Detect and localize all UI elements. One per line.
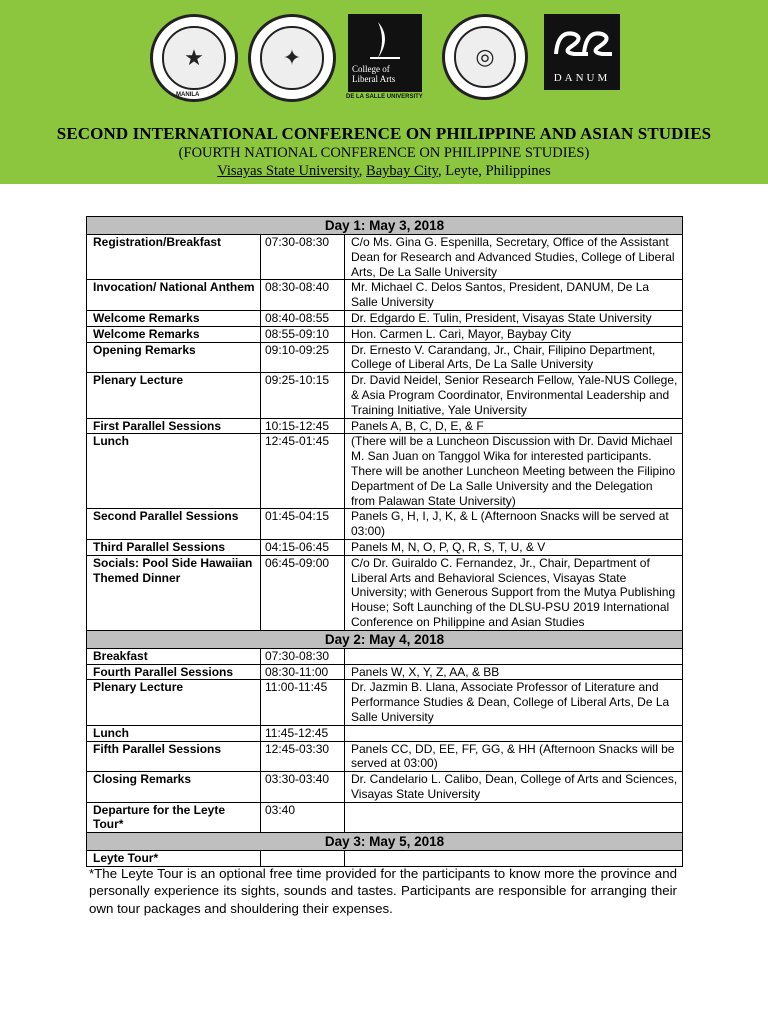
cas-seal-icon: ◎ <box>442 14 528 100</box>
cla-logo-caption: DE LA SALLE UNIVERSITY <box>346 94 423 100</box>
table-row: Lunch 11:45-12:45 <box>87 725 683 741</box>
table-row: Departure for the Leyte Tour* 03:40 <box>87 802 683 833</box>
location-rest: , Leyte, Philippines <box>438 163 551 179</box>
table-row: Closing Remarks 03:30-03:40 Dr. Candelario L. Calibo, Dean, College of Arts and Sciences, Visayas State University <box>87 772 683 803</box>
table-row: Plenary Lecture 11:00-11:45 Dr. Jazmin B. Llana, Associate Professor of Literature and Performance Studies & Dean, College of Liberal Arts, De La Salle University <box>87 680 683 725</box>
table-row: Welcome Remarks 08:40-08:55 Dr. Edgardo E. Tulin, President, Visayas State University <box>87 310 683 326</box>
danum-wave-icon <box>544 14 620 70</box>
location-city: Baybay City <box>366 163 438 179</box>
day-header-1: Day 1: May 3, 2018 <box>87 217 683 235</box>
cla-sail-icon <box>348 14 422 64</box>
table-row: Second Parallel Sessions 01:45-04:15 Panels G, H, I, J, K, & L (Afternoon Snacks will be served at 03:00) <box>87 509 683 540</box>
table-row: Registration/Breakfast 07:30-08:30 C/o Ms. Gina G. Espenilla, Secretary, Office of the Assistant Dean for Research and Advanced Studies, College of Liberal Arts, De La Salle University <box>87 235 683 280</box>
table-row: Opening Remarks 09:10-09:25 Dr. Ernesto V. Carandang, Jr., Chair, Filipino Department, College of Liberal Arts, De La Salle University <box>87 342 683 373</box>
table-row: Welcome Remarks 08:55-09:10 Hon. Carmen L. Cari, Mayor, Baybay City <box>87 326 683 342</box>
table-row: Leyte Tour* <box>87 851 683 867</box>
day-header-2: Day 2: May 4, 2018 <box>87 630 683 648</box>
day-header-3: Day 3: May 5, 2018 <box>87 833 683 851</box>
table-row: Breakfast 07:30-08:30 <box>87 648 683 664</box>
vsu-seal-icon: ✦ <box>248 14 336 102</box>
cla-logo-label: College of Liberal Arts <box>352 64 396 84</box>
table-row: Invocation/ National Anthem 08:30-08:40 Mr. Michael C. Delos Santos, President, DANUM, De La Salle University <box>87 280 683 311</box>
table-row: Plenary Lecture 09:25-10:15 Dr. David Neidel, Senior Research Fellow, Yale-NUS College, & Asia Program Coordinator, Environmental Leadership and Training Initiative, Yale University <box>87 373 683 418</box>
logo-strip <box>0 12 768 102</box>
table-row: First Parallel Sessions 10:15-12:45 Panels A, B, C, D, E, & F <box>87 418 683 434</box>
table-row: Third Parallel Sessions 04:15-06:45 Panels M, N, O, P, Q, R, S, T, U, & V <box>87 539 683 555</box>
dlsu-seal-icon: ★ <box>150 14 238 102</box>
cla-logo-icon <box>348 14 422 92</box>
danum-logo-icon <box>544 14 620 90</box>
conference-location: Visayas State University, Baybay City, Leyte, Philippines <box>217 163 551 179</box>
danum-logo-label: DANUM <box>553 72 611 84</box>
schedule-table <box>86 216 683 867</box>
header-banner <box>0 0 768 184</box>
conference-subtitle: (FOURTH NATIONAL CONFERENCE ON PHILIPPINE STUDIES) <box>178 145 590 161</box>
location-university: Visayas State University <box>217 163 359 179</box>
table-row: Socials: Pool Side Hawaiian Themed Dinner 06:45-09:00 C/o Dr. Guiraldo C. Fernandez, Jr., Chair, Department of Liberal Arts and Behavioral Sciences, Visayas State University; with Generous Support from the Mutya Publishing House; Soft Launching of the DLSU-PSU 2019 International Conference on Philippine and Asian Studies <box>87 555 683 630</box>
table-row: Fifth Parallel Sessions 12:45-03:30 Panels CC, DD, EE, FF, GG, & HH (Afternoon Snacks will be served at 03:00) <box>87 741 683 772</box>
leyte-tour-footnote: *The Leyte Tour is an optional free time provided for the participants to know more the province and personally experience its sights, sounds and tastes. Participants are responsible for arranging their own tour packages and shouldering their expenses. <box>89 866 677 916</box>
table-row: Fourth Parallel Sessions 08:30-11:00 Panels W, X, Y, Z, AA, & BB <box>87 664 683 680</box>
dlsu-seal-caption: MANILA <box>176 92 200 98</box>
conference-title: SECOND INTERNATIONAL CONFERENCE ON PHILIPPINE AND ASIAN STUDIES <box>56 124 712 143</box>
table-row: Lunch 12:45-01:45 (There will be a Luncheon Discussion with Dr. David Michael M. San Juan on Tanggol Wika for interested participants. There will be another Luncheon Meeting between the Filipino Department of De La Salle University and the Delegation from Palawan State University) <box>87 434 683 509</box>
